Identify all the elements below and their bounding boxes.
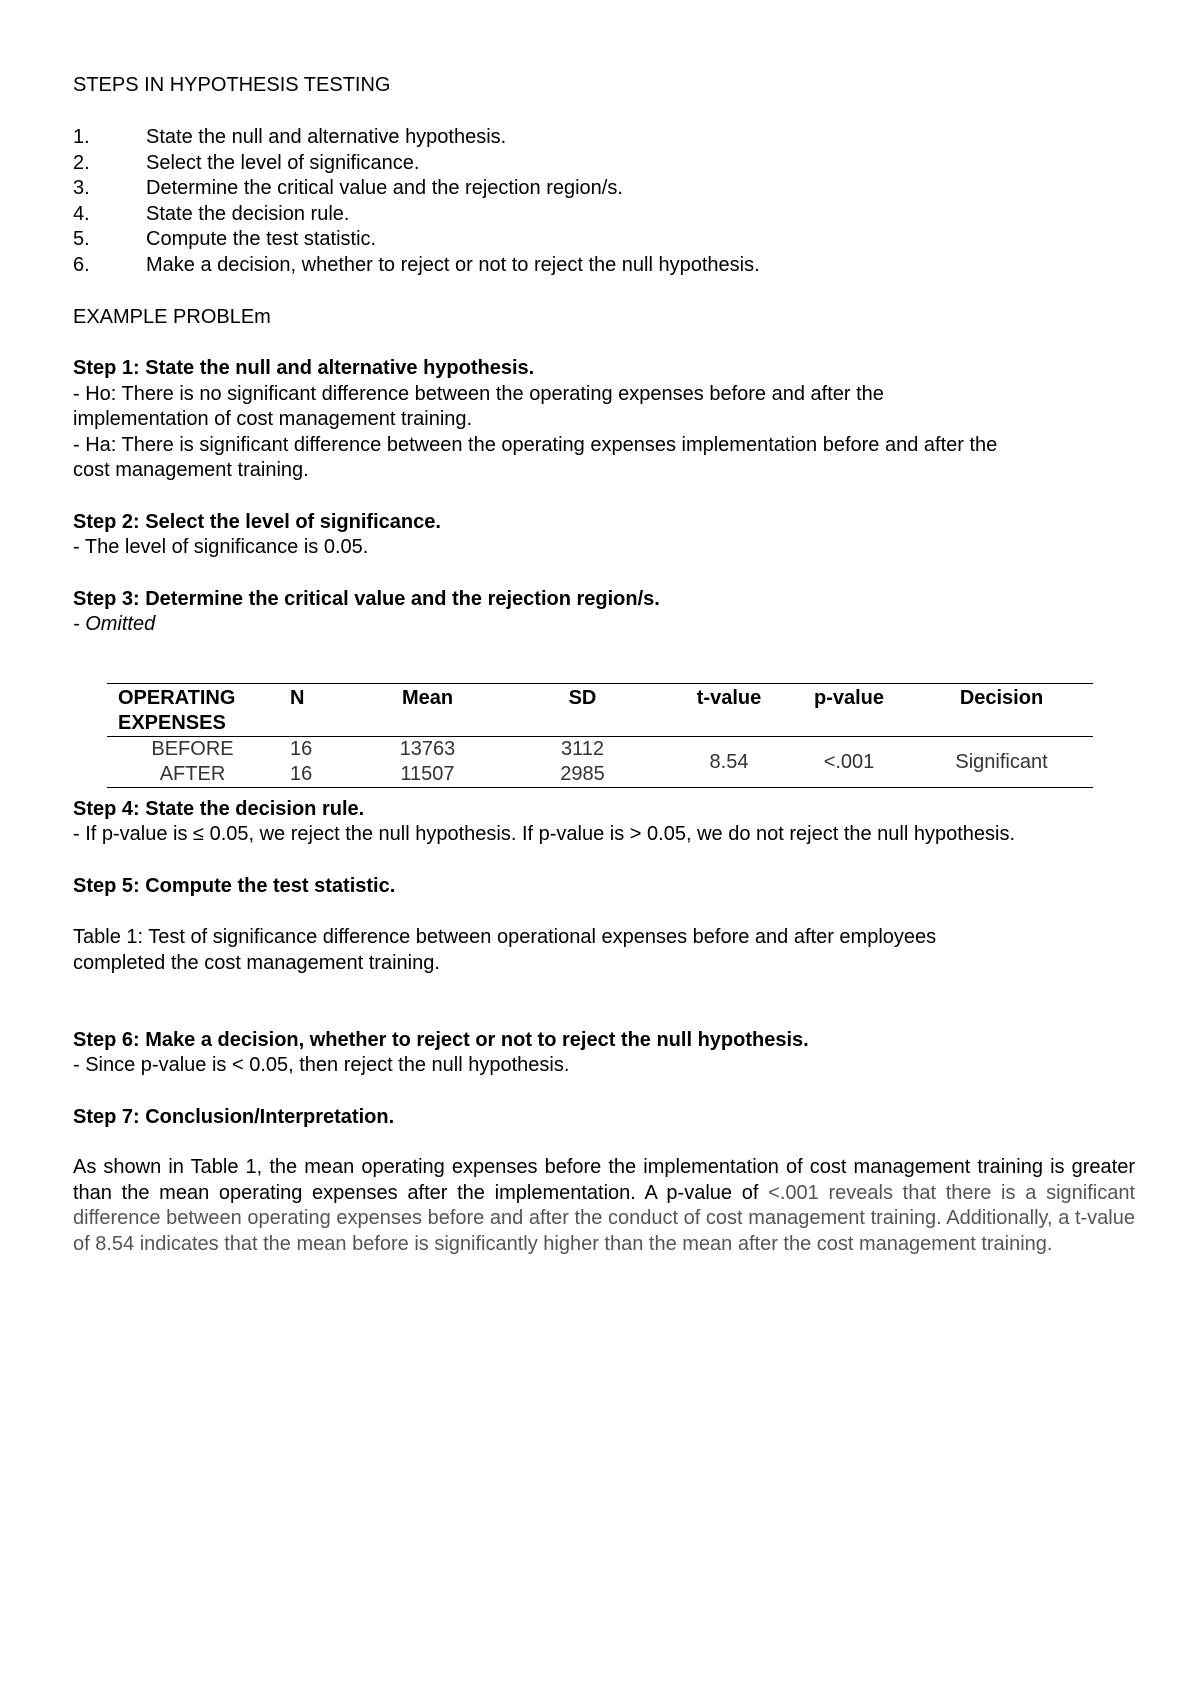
list-number: 3. (73, 177, 90, 199)
list-text: Determine the critical value and the rejection region/s. (146, 177, 623, 199)
step3-heading: Step 3: Determine the critical value and the rejection region/s. (73, 588, 660, 610)
step1-ha-line2: cost management training. (73, 459, 309, 481)
step7-heading: Step 7: Conclusion/Interpretation. (73, 1106, 395, 1128)
conclusion-text-gray: <.001 reveals that there is a significant difference between operating expenses before and after the conduct of cost management training. Additionally, a t-value of 8.54 indicates that the mean before is significantly higher than the mean after the cost management training. (73, 1181, 1136, 1255)
table-caption-line2: completed the cost management training. (73, 952, 440, 974)
row-n: 16 (290, 738, 313, 760)
list-number: 5. (73, 228, 90, 250)
row-sd: 3112 (560, 738, 604, 760)
step6-text: - Since p-value is < 0.05, then reject the null hypothesis. (73, 1054, 570, 1076)
results-table (107, 683, 1093, 788)
step5-heading: Step 5: Compute the test statistic. (73, 875, 396, 897)
step1-ha-line1: - Ha: There is significant difference between the operating expenses implementation before and after the (73, 434, 998, 456)
row-mean: 11507 (400, 763, 455, 785)
header-sd: SD (568, 687, 597, 709)
step3-text: - Omitted (73, 613, 156, 635)
list-text: State the decision rule. (146, 203, 350, 225)
header-decision: Decision (959, 687, 1044, 709)
document-title: STEPS IN HYPOTHESIS TESTING (73, 74, 391, 96)
conclusion-paragraph (73, 1155, 1135, 1257)
row-label: AFTER (159, 763, 226, 785)
header-n: N (290, 687, 305, 709)
row-label: BEFORE (151, 738, 234, 760)
header-mean: Mean (401, 687, 454, 709)
t-value-cell: 8.54 (709, 750, 749, 773)
step1-ho-line2: implementation of cost management training. (73, 408, 473, 430)
row-n: 16 (290, 763, 313, 785)
results-table-container (107, 683, 1093, 788)
step2-text: - The level of significance is 0.05. (73, 536, 369, 558)
table-caption-line1: Table 1: Test of significance difference between operational expenses before and after employees (73, 926, 937, 948)
list-number: 6. (73, 254, 90, 276)
step6-heading: Step 6: Make a decision, whether to reject or not to reject the null hypothesis. (73, 1029, 809, 1051)
step1-heading: Step 1: State the null and alternative hypothesis. (73, 357, 535, 379)
row-sd: 2985 (560, 763, 605, 785)
list-number: 1. (73, 126, 90, 148)
list-text: Make a decision, whether to reject or not to reject the null hypothesis. (146, 254, 760, 276)
step4-text: - If p-value is ≤ 0.05, we reject the null hypothesis. If p-value is > 0.05, we do not reject the null hypothesis. (73, 823, 1016, 845)
conclusion-text-dark: As shown in Table 1, the mean operating expenses before the implementation of cost management training is greater than the mean operating expenses after the implementation. A p-value of (73, 1156, 1135, 1204)
step4-heading: Step 4: State the decision rule. (73, 798, 365, 820)
step2-heading: Step 2: Select the level of significance. (73, 511, 441, 533)
list-text: State the null and alternative hypothesis. (146, 126, 507, 148)
header-p-value: p-value (813, 687, 885, 709)
p-value-cell: <.001 (823, 750, 875, 773)
example-heading: EXAMPLE PROBLEm (73, 306, 271, 328)
list-number: 2. (73, 152, 90, 174)
table-header-row (107, 684, 1093, 737)
decision-cell: Significant (955, 750, 1048, 773)
table-row (107, 737, 1093, 763)
step1-ho-line1: - Ho: There is no significant difference between the operating expenses before and after the (73, 383, 884, 405)
list-number: 4. (73, 203, 90, 225)
header-t-value: t-value (696, 687, 762, 709)
list-text: Compute the test statistic. (146, 228, 377, 250)
list-text: Select the level of significance. (146, 152, 420, 174)
header-operating-expenses: OPERATING EXPENSES (118, 687, 236, 734)
row-mean: 13763 (399, 738, 456, 760)
